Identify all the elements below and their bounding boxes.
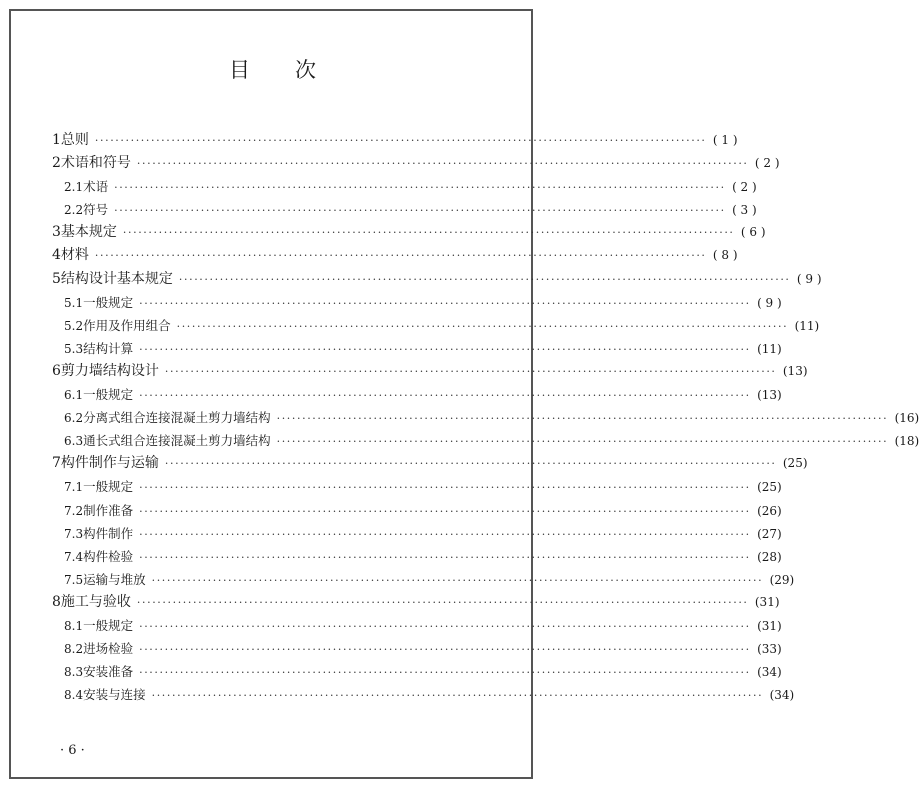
- toc-entry-number: 7.1: [64, 480, 84, 495]
- toc-entry-title: 运输与堆放: [83, 571, 146, 587]
- toc-entry-number: 8.1: [64, 618, 84, 633]
- toc-entry-dot-leader: ························································································································: [164, 364, 777, 378]
- toc-entry-title: 一般规定: [83, 387, 134, 403]
- toc-entry-page: (25): [757, 480, 782, 495]
- toc-entry-page: (33): [757, 642, 782, 657]
- toc-entry-dot-leader: ························································································································: [139, 643, 751, 657]
- toc-entry-number: 5.3: [64, 341, 84, 356]
- toc-entry-title: 材料: [60, 247, 89, 264]
- toc-entry[interactable]: [50, 406, 919, 429]
- page-footer-number: · 6 ·: [60, 743, 85, 758]
- toc-entry[interactable]: [50, 660, 782, 683]
- toc-entry-page: ( 1 ): [712, 133, 738, 147]
- toc-entry-dot-leader: ························································································································: [139, 666, 751, 680]
- toc-entry-dot-leader: ························································································································: [139, 342, 751, 356]
- toc-entry-dot-leader: ························································································································: [276, 435, 889, 449]
- toc-entry-number: 1: [52, 132, 61, 148]
- toc-entry-page: ( 3 ): [732, 203, 757, 218]
- toc-entry-dot-leader: ························································································································: [139, 504, 751, 518]
- toc-entry[interactable]: [50, 452, 808, 475]
- toc-entry-page: ( 2 ): [732, 180, 757, 195]
- toc-entry-page: ( 2 ): [754, 156, 780, 171]
- toc-entry-number: 6.3: [64, 434, 84, 449]
- toc-entry-number: 3: [52, 224, 61, 241]
- toc-entry-page: (29): [769, 572, 795, 587]
- toc-entry-page: ( 6 ): [740, 225, 766, 240]
- toc-entry-page: (34): [757, 665, 782, 680]
- toc-entry-dot-leader: ························································································································: [94, 249, 707, 263]
- toc-entry-number: 8.2: [64, 642, 84, 657]
- toc-entry[interactable]: [50, 545, 782, 568]
- toc-entry[interactable]: [50, 683, 795, 706]
- toc-entry-dot-leader: ························································································································: [136, 157, 749, 171]
- toc-entry[interactable]: [50, 475, 782, 498]
- toc-entry-title: 制作准备: [83, 502, 134, 518]
- toc-entry-number: 8.4: [64, 688, 84, 703]
- toc-entry-title: 构件检验: [83, 548, 134, 564]
- toc-entry-title: 施工与验收: [60, 593, 131, 610]
- toc-entry-dot-leader: ························································································································: [139, 481, 751, 495]
- toc-entry-dot-leader: ························································································································: [139, 550, 751, 564]
- toc-entry-number: 8.3: [64, 665, 84, 680]
- toc-entry-dot-leader: ························································································································: [176, 319, 789, 333]
- toc-entry-page: (34): [769, 688, 795, 703]
- toc-entry[interactable]: [50, 499, 782, 522]
- toc-entry-page: (28): [757, 549, 782, 564]
- toc-entry[interactable]: [50, 337, 782, 360]
- toc-entry-page: (11): [794, 318, 820, 333]
- toc-entry-page: (25): [782, 456, 808, 471]
- toc-entry-number: 8: [52, 593, 61, 610]
- toc-entry-number: 2.1: [64, 180, 84, 195]
- toc-entry-title: 结构计算: [83, 340, 134, 356]
- toc-entry-dot-leader: ························································································································: [151, 689, 764, 703]
- toc-entry[interactable]: [50, 568, 795, 591]
- toc-entry-page: (31): [757, 618, 782, 633]
- toc-entry-title: 剪力墙结构设计: [60, 362, 159, 379]
- toc-entry[interactable]: [50, 129, 738, 152]
- toc-entry-title: 术语: [83, 179, 109, 195]
- toc-entry-number: 5.1: [64, 295, 84, 310]
- toc-entry-number: 6.1: [64, 388, 84, 403]
- toc-entry-number: 7: [52, 455, 61, 472]
- toc-entry-dot-leader: ························································································································: [276, 412, 889, 426]
- toc-title: [0, 54, 546, 84]
- toc-entry-dot-leader: ························································································································: [139, 389, 751, 403]
- toc-title-char-1: 目: [229, 58, 251, 82]
- toc-entry-number: 6.2: [64, 411, 84, 426]
- toc-entry-title: 一般规定: [83, 294, 134, 310]
- toc-entry-number: 7.4: [64, 549, 84, 564]
- toc-entry[interactable]: [50, 268, 822, 291]
- toc-entry-number: 7.3: [64, 526, 84, 541]
- toc-entry-dot-leader: ························································································································: [178, 272, 791, 286]
- toc-entry-page: (31): [754, 594, 780, 609]
- toc-entry-page: (13): [757, 388, 782, 403]
- toc-entry-number: 7.2: [64, 503, 84, 518]
- toc-entry-number: 2: [52, 155, 61, 172]
- toc-entry[interactable]: [50, 522, 782, 545]
- toc-entry[interactable]: [50, 175, 757, 198]
- toc-entry-dot-leader: ························································································································: [139, 527, 751, 541]
- toc-entry-title: 总则: [60, 132, 89, 148]
- toc-entry-page: (16): [894, 411, 919, 426]
- toc-entry[interactable]: [50, 198, 757, 221]
- toc-entry-title: 一般规定: [83, 617, 134, 633]
- toc-entry-page: (27): [757, 526, 782, 541]
- toc-entry-title: 基本规定: [60, 224, 117, 241]
- toc-entry-dot-leader: ························································································································: [139, 619, 751, 633]
- toc-entry-dot-leader: ························································································································: [136, 595, 749, 609]
- toc-entry[interactable]: [50, 152, 780, 175]
- toc-entry-dot-leader: ························································································································: [114, 181, 726, 195]
- toc-entry-page: ( 9 ): [796, 271, 822, 286]
- toc-entry[interactable]: [50, 614, 782, 637]
- toc-title-char-2: 次: [295, 58, 317, 82]
- toc-entry[interactable]: [50, 637, 782, 660]
- toc-entry-page: (11): [757, 341, 782, 356]
- toc-entry[interactable]: [50, 360, 808, 383]
- toc-entry-dot-leader: ························································································································: [151, 573, 764, 587]
- toc-entry[interactable]: [50, 221, 766, 244]
- toc-entry[interactable]: [50, 291, 782, 314]
- toc-entry-dot-leader: ························································································································: [94, 134, 707, 147]
- toc-entry-title: 一般规定: [83, 479, 134, 495]
- toc-entry-number: 5: [52, 270, 61, 287]
- toc-entry-title: 构件制作与运输: [60, 455, 159, 472]
- toc-entry-title: 分离式组合连接混凝土剪力墙结构: [83, 410, 271, 426]
- toc-entry-page: ( 8 ): [712, 248, 738, 263]
- toc-entry-dot-leader: ························································································································: [139, 296, 751, 310]
- toc-entry-title: 通长式组合连接混凝土剪力墙结构: [83, 433, 271, 449]
- toc-entry[interactable]: [50, 591, 780, 614]
- toc-entry-title: 构件制作: [83, 525, 134, 541]
- toc-entry-title: 进场检验: [83, 641, 134, 657]
- toc-entry-number: 5.2: [64, 318, 84, 333]
- toc-entry[interactable]: [50, 314, 820, 337]
- toc-entry-number: 2.2: [64, 203, 84, 218]
- toc-entry-title: 安装与连接: [83, 687, 146, 703]
- toc-entry-title: 安装准备: [83, 664, 134, 680]
- toc-entry-title: 术语和符号: [60, 155, 131, 172]
- table-of-contents: [50, 129, 919, 706]
- toc-entry-page: (18): [894, 434, 919, 449]
- toc-entry-dot-leader: ························································································································: [164, 457, 777, 471]
- toc-entry-number: 7.5: [64, 572, 84, 587]
- toc-entry-dot-leader: ························································································································: [122, 226, 735, 240]
- toc-entry-number: 6: [52, 362, 61, 379]
- toc-entry-title: 符号: [83, 202, 109, 218]
- toc-entry-dot-leader: ························································································································: [114, 204, 726, 218]
- toc-entry-title: 结构设计基本规定: [60, 270, 173, 287]
- toc-entry-page: ( 9 ): [757, 295, 782, 310]
- toc-entry-title: 作用及作用组合: [83, 317, 171, 333]
- toc-entry-page: (26): [757, 503, 782, 518]
- toc-entry-number: 4: [52, 247, 61, 264]
- toc-entry[interactable]: [50, 244, 738, 267]
- toc-entry[interactable]: [50, 429, 919, 452]
- toc-entry-page: (13): [782, 363, 808, 378]
- toc-entry[interactable]: [50, 383, 782, 406]
